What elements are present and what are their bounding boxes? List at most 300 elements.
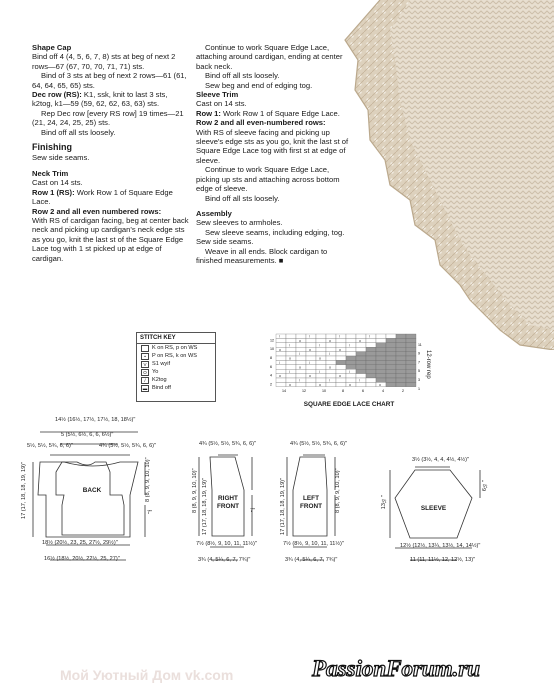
chart-cell [326, 374, 336, 378]
sleeve-outline [395, 470, 472, 538]
chart-cell [296, 334, 306, 338]
chart-row-label-left: 10 [270, 347, 274, 352]
chart-cell [296, 382, 306, 386]
chart-cell [376, 334, 386, 338]
chart-cell [326, 347, 336, 351]
back-bottom-width-2: 16½ (18½, 20½, 22½, 25, 27)" [44, 556, 120, 562]
chart-row-label-right: 11 [418, 342, 422, 347]
chart-repeat-label: 12-row rep [425, 350, 431, 379]
chart-cell [396, 334, 406, 338]
stitch-key-label: Bind off [152, 385, 171, 391]
chart-symbol: / [319, 343, 320, 348]
chart-cell [376, 360, 386, 364]
chart-stitch-number: 12 [302, 389, 306, 393]
instructions-column-2 [196, 43, 354, 265]
left-front-length: 17 (17, 18, 18, 19, 19)" [280, 477, 286, 535]
back-armhole-depth: 8 (8, 9, 9, 10, 10)" [145, 457, 151, 503]
chart-cell [306, 360, 316, 364]
chart-cell [396, 356, 406, 360]
stitch-symbol-icon: • [141, 353, 149, 360]
para: Bind off all sts loosely. [205, 193, 280, 203]
left-front-bottom-1: 7½ (8½, 9, 10, 11, 11½)" [283, 541, 344, 547]
chart-cell [406, 356, 416, 360]
chart-row-label-left: 4 [270, 373, 272, 378]
chart-cell [336, 378, 346, 382]
chart-cell [406, 360, 416, 364]
chart-cell [306, 347, 316, 351]
chart-symbol: o [339, 374, 341, 379]
chart-cell [306, 352, 316, 356]
back-bottom-width-1: 18½ (20½, 23, 25, 27½, 29½)" [42, 540, 118, 546]
stitch-symbol-icon: ▬ [142, 385, 148, 391]
chart-cell [276, 369, 286, 373]
chart-cell [336, 374, 346, 378]
chart-cell [346, 382, 356, 386]
chart-cell [376, 356, 386, 360]
chart-cell [376, 365, 386, 369]
chart-cell [296, 356, 306, 360]
chart-cell [306, 334, 316, 338]
chart-cell [306, 343, 316, 347]
chart-symbol: o [329, 339, 331, 343]
chart-stitch-number: 8 [342, 389, 344, 393]
chart-cell [276, 347, 286, 351]
chart-cell [366, 369, 376, 373]
chart-cell [296, 338, 306, 342]
chart-symbol: / [279, 334, 280, 339]
chart-cell [396, 369, 406, 373]
para: Sew side seams. [32, 153, 90, 163]
chart-cell [276, 338, 286, 342]
chart-cell [356, 378, 366, 382]
chart-cell [396, 378, 406, 382]
chart-cell [316, 369, 326, 373]
chart-cell [326, 378, 336, 382]
chart-cell [336, 360, 346, 364]
chart-cell [336, 334, 346, 338]
chart-symbol: / [369, 334, 370, 339]
para: Finishing [32, 142, 72, 153]
chart-symbol: o [299, 365, 301, 370]
chart-symbol: o [359, 339, 361, 343]
chart-cell [306, 374, 316, 378]
stitch-key [136, 332, 216, 402]
chart-cell [376, 338, 386, 342]
chart-cell [286, 356, 296, 360]
chart-cell [386, 382, 396, 386]
right-front-bottom-1: 7½ (8½, 9, 10, 11, 11½)" [196, 541, 257, 547]
chart-title: SQUARE EDGE LACE CHART [303, 401, 395, 408]
para: Continue to work Square Edge Lace, attaching around cardigan, ending at center back neck. [196, 43, 343, 71]
chart-cell [366, 378, 376, 382]
chart-cell [406, 382, 416, 386]
chart-cell [386, 374, 396, 378]
chart-cell [306, 356, 316, 360]
chart-cell [326, 360, 336, 364]
chart-stitch-number: 2 [402, 389, 404, 393]
chart-cell [346, 374, 356, 378]
chart-cell [406, 343, 416, 347]
chart-stitch-number: 6 [362, 389, 364, 393]
chart-cell [386, 356, 396, 360]
para: Row 1: Work Row 1 of Square Edge Lace. [196, 108, 340, 118]
chart-cell [366, 365, 376, 369]
stitch-key-label: K on RS, p on WS [152, 345, 198, 351]
watermark-text: Мой Уютный Дом vk.com [60, 667, 234, 683]
para: Continue to work Square Edge Lace, picking up sts and attaching across bottom edge of sleeve. [196, 165, 340, 194]
right-front-top: 4¾ (5½, 5½, 5¾, 6, 6)" [199, 441, 257, 447]
chart-cell [296, 347, 306, 351]
chart-cell [306, 338, 316, 342]
chart-cell [316, 352, 326, 356]
chart-cell [326, 369, 336, 373]
stitch-key-item [137, 376, 215, 384]
chart-symbol: / [299, 352, 300, 357]
chart-cell [396, 360, 406, 364]
chart-symbol: o [349, 383, 351, 387]
stitch-key-label: S1 wyif [152, 361, 171, 367]
chart-symbol: / [359, 378, 360, 383]
left-front-armhole: 8 (8, 9, 9, 10, 10)" [335, 468, 341, 513]
chart-cell [406, 369, 416, 373]
chart-symbol: / [329, 378, 330, 383]
chart-cell [356, 334, 366, 338]
chart-symbol: / [319, 369, 320, 374]
chart-cell [386, 365, 396, 369]
chart-row-label-left: 8 [270, 356, 272, 360]
chart-cell [286, 334, 296, 338]
chart-cell [346, 338, 356, 342]
chart-cell [316, 378, 326, 382]
chart-cell [376, 369, 386, 373]
chart-row-label-right: 9 [418, 351, 420, 356]
chart-row-label-right: 1 [418, 386, 420, 391]
chart-cell [296, 360, 306, 364]
chart-cell [386, 369, 396, 373]
chart-cell [296, 378, 306, 382]
chart-symbol: o [309, 374, 311, 379]
stitch-key-item [137, 368, 215, 376]
chart-cell [276, 352, 286, 356]
stitch-key-item [137, 384, 215, 392]
chart-cell [326, 338, 336, 342]
chart-cell [396, 347, 406, 351]
chart-cell [306, 365, 316, 369]
chart-cell [326, 343, 336, 347]
chart-cell [356, 382, 366, 386]
chart-cell [326, 352, 336, 356]
chart-cell [386, 338, 396, 342]
chart-symbol: o [279, 374, 281, 379]
chart-cell [326, 334, 336, 338]
chart-cell [306, 382, 316, 386]
para: Row 2 and all even numbered rows: [32, 206, 162, 216]
back-neck-width: 5 (5½, 6½, 6, 6, 6½)" [61, 432, 114, 438]
right-front-length: 17 (17, 18, 18, 19, 19)" [202, 477, 208, 535]
chart-cell [286, 382, 296, 386]
chart-cell [336, 343, 346, 347]
chart-stitch-number: 10 [322, 389, 326, 393]
stitch-key-item [137, 344, 215, 352]
chart-symbol: / [349, 369, 350, 374]
chart-cell [316, 365, 326, 369]
chart-cell [406, 334, 416, 338]
chart-cell [356, 369, 366, 373]
para: Sleeve Trim [196, 90, 239, 100]
chart-cell [406, 374, 416, 378]
stitch-symbol-icon: / [141, 377, 149, 384]
chart-cell [296, 374, 306, 378]
chart-cell [296, 343, 306, 347]
chart-cell [286, 338, 296, 342]
chart-symbol: / [289, 369, 290, 374]
chart-cell [396, 338, 406, 342]
chart-cell [336, 352, 346, 356]
chart-symbol: o [279, 347, 281, 352]
chart-cell [396, 365, 406, 369]
chart-cell [406, 378, 416, 382]
back-shoulder-right: 4¾ (5½, 5½, 5¾, 6, 6)" [99, 443, 157, 449]
chart-cell [376, 343, 386, 347]
chart-cell [286, 369, 296, 373]
back-side-length: 7" [147, 510, 153, 516]
chart-cell [396, 352, 406, 356]
chart-cell [346, 356, 356, 360]
para: Shape Cap [32, 43, 72, 52]
para: Neck Trim [32, 168, 69, 178]
sleeve-label: SLEEVE [420, 505, 447, 512]
chart-cell [406, 352, 416, 356]
chart-cell [286, 347, 296, 351]
chart-cell [316, 334, 326, 338]
sleeve-cap-height: 6½" [482, 480, 488, 492]
chart-cell [386, 334, 396, 338]
para: Cast on 14 sts. [196, 99, 247, 109]
chart-cell [356, 374, 366, 378]
chart-cell [336, 382, 346, 386]
right-front-side: 7" [250, 508, 256, 514]
back-length: 17 (17, 18, 18, 19, 19)" [21, 461, 27, 519]
chart-cell [336, 365, 346, 369]
chart-symbol: o [289, 383, 291, 387]
right-front-armhole: 8 (8, 9, 9, 10, 10)" [192, 468, 198, 513]
para: Cast on 14 sts. [32, 178, 83, 188]
para: With RS of sleeve facing and picking up sleeve's edge sts as you go, knit the last st of Square Edge Lace tog with first st at edge of sleeve. [196, 127, 349, 165]
chart-cell [286, 378, 296, 382]
chart-symbol: / [279, 361, 280, 365]
stitch-key-label: Yo [152, 369, 159, 375]
chart-cell [356, 356, 366, 360]
chart-cell [346, 360, 356, 364]
chart-symbol: / [349, 343, 350, 348]
chart-symbol: / [329, 352, 330, 357]
back-label: BACK [82, 487, 102, 494]
para: Sew beg and end of edging tog. [205, 80, 313, 90]
para: Sew sleeves to armholes. [196, 218, 283, 228]
chart-cell [346, 378, 356, 382]
stitch-key-label: P on RS, k on WS [152, 353, 197, 359]
chart-row-label-right: 5 [418, 369, 420, 374]
chart-cell [406, 338, 416, 342]
sleeve-bottom-1: 12½ (12½, 13¼, 13½, 14, 14½)" [400, 543, 481, 549]
chart-row-label-left: 12 [270, 338, 274, 343]
chart-cell [336, 356, 346, 360]
chart-cell [286, 360, 296, 364]
chart-symbol: / [339, 334, 340, 339]
stitch-symbol-icon: O [141, 369, 149, 376]
chart-cell [356, 352, 366, 356]
para: Assembly [196, 208, 232, 218]
chart-cell [346, 352, 356, 356]
chart-symbol: o [319, 383, 321, 387]
chart-cell [376, 347, 386, 351]
chart-cell [296, 365, 306, 369]
chart-cell [366, 360, 376, 364]
chart-cell [406, 365, 416, 369]
chart-cell [316, 382, 326, 386]
back-shoulder-left: 5½, 5½, 5¾, 6, 6)" [27, 443, 73, 449]
chart-cell [296, 369, 306, 373]
stitch-key-label: K2tog [152, 377, 167, 383]
left-front-label: LEFT FRONT [299, 495, 322, 510]
right-front-label: RIGHT FRONT [216, 495, 239, 510]
chart-cell [276, 334, 286, 338]
chart-symbol: / [289, 343, 290, 348]
chart-cell [366, 338, 376, 342]
chart-cell [376, 352, 386, 356]
chart-cell [356, 338, 366, 342]
stitch-key-item [137, 352, 215, 360]
chart-symbol: o [309, 347, 311, 352]
stitch-key-title: STITCH KEY [137, 333, 215, 344]
para: Dec row (RS): K1, ssk, knit to last 3 sts, k2tog, k1—59 (59, 62, 62, 63, 63) sts. [32, 90, 168, 109]
chart-symbol: o [289, 356, 291, 361]
chart-cell [276, 356, 286, 360]
chart-cell [316, 374, 326, 378]
chart-cell [366, 352, 376, 356]
chart-cell [276, 374, 286, 378]
chart-cell [316, 347, 326, 351]
chart-symbol: / [309, 334, 310, 339]
back-top-width: 14½ (16½, 17½, 17½, 18, 18½)" [55, 417, 136, 423]
left-front-top: 4¾ (5½, 5½, 5¾, 6, 6)" [290, 441, 348, 447]
chart-cell [356, 343, 366, 347]
chart-cell [386, 378, 396, 382]
chart-row-label-right: 3 [418, 378, 420, 382]
chart-cell [346, 334, 356, 338]
chart-cell [336, 369, 346, 373]
chart-cell [376, 378, 386, 382]
chart-cell [326, 382, 336, 386]
chart-cell [386, 360, 396, 364]
chart-row-label-right: 7 [418, 360, 420, 365]
chart-cell [386, 352, 396, 356]
para: Row 1 (RS): Work Row 1 of Square Edge Lace. [32, 187, 173, 207]
chart-cell [356, 360, 366, 364]
chart-symbol: / [299, 378, 300, 383]
chart-stitch-number: 14 [282, 389, 286, 393]
chart-cell [356, 365, 366, 369]
chart-cell [286, 365, 296, 369]
back-piece-outline [56, 462, 124, 535]
para: Bind off all sts loosely. [205, 71, 280, 81]
right-front-bottom-2: 3¾ (4, 5¼, 6, 7, 7¾)" [198, 557, 251, 563]
chart-cell [286, 374, 296, 378]
left-front-bottom-2: 3¾ (4, 5¼, 6, 7, 7¾)" [285, 557, 338, 563]
sleeve-bottom-2: 11 (11, 11½, 12, 12½, 13)" [410, 557, 476, 563]
chart-cell [316, 338, 326, 342]
knitted-lace-photo [340, 0, 554, 350]
stitch-symbol-icon [141, 345, 149, 352]
chart-symbol: o [379, 383, 381, 387]
chart-cell [386, 347, 396, 351]
chart-cell [376, 374, 386, 378]
chart-cell [326, 365, 336, 369]
chart-cell [366, 343, 376, 347]
chart-cell [366, 334, 376, 338]
chart-cell [396, 382, 406, 386]
chart-cell [316, 356, 326, 360]
para: Bind off all sts loosely. [41, 127, 116, 137]
chart-cell [336, 338, 346, 342]
chart-row-label-left: 2 [270, 382, 272, 387]
site-watermark[interactable]: PassionForum.ru [312, 656, 481, 681]
stitch-key-item [137, 360, 215, 368]
chart-cell [286, 352, 296, 356]
chart-cell [366, 382, 376, 386]
chart-cell [316, 343, 326, 347]
sleeve-length: 13½" [381, 495, 387, 510]
para: Bind off 4 (4, 5, 6, 7, 8) sts at beg of next 2 rows—67 (67, 70, 70, 71, 71) sts. [32, 52, 176, 71]
chart-cell [406, 347, 416, 351]
para: With RS of cardigan facing, beg at center back neck and picking up cardigan's neck edge sts as you go, knit the last st of the Square Edge Lace tog with 1 st picked up at edge of cardigan. [32, 215, 189, 263]
para: Weave in all ends. Block cardigan to finished measurements. ■ [196, 246, 328, 265]
chart-cell [296, 352, 306, 356]
chart-stitch-number: 4 [382, 389, 384, 393]
chart-symbol: o [299, 339, 301, 343]
chart-cell [276, 382, 286, 386]
para: Bind of 3 sts at beg of next 2 rows—61 (61, 64, 64, 65, 65) sts. [32, 71, 187, 90]
chart-cell [336, 347, 346, 351]
chart-cell [356, 347, 366, 351]
chart-symbol: / [309, 361, 310, 365]
para: Row 2 and all even-numbered rows: [196, 118, 326, 128]
chart-cell [376, 382, 386, 386]
chart-row-label-left: 6 [270, 364, 272, 369]
sleeve-top: 3½ (3½, 4, 4, 4½, 4½)" [412, 457, 470, 463]
chart-cell [386, 343, 396, 347]
stitch-symbol-icon: V [141, 361, 149, 368]
chart-cell [276, 378, 286, 382]
chart-cell [396, 343, 406, 347]
chart-cell [326, 356, 336, 360]
chart-cell [346, 347, 356, 351]
chart-cell [346, 343, 356, 347]
chart-cell [316, 360, 326, 364]
chart-cell [306, 369, 316, 373]
instructions-column-1 [32, 43, 190, 263]
chart-symbol: o [319, 356, 321, 361]
chart-cell [366, 347, 376, 351]
chart-cell [306, 378, 316, 382]
chart-cell [346, 369, 356, 373]
chart-cell [366, 374, 376, 378]
chart-cell [346, 365, 356, 369]
para: Rep Dec row [every RS row] 19 times—21 (21, 24, 24, 25, 25) sts. [32, 108, 184, 128]
chart-cell [276, 365, 286, 369]
chart-symbol: o [339, 347, 341, 352]
chart-cell [366, 356, 376, 360]
